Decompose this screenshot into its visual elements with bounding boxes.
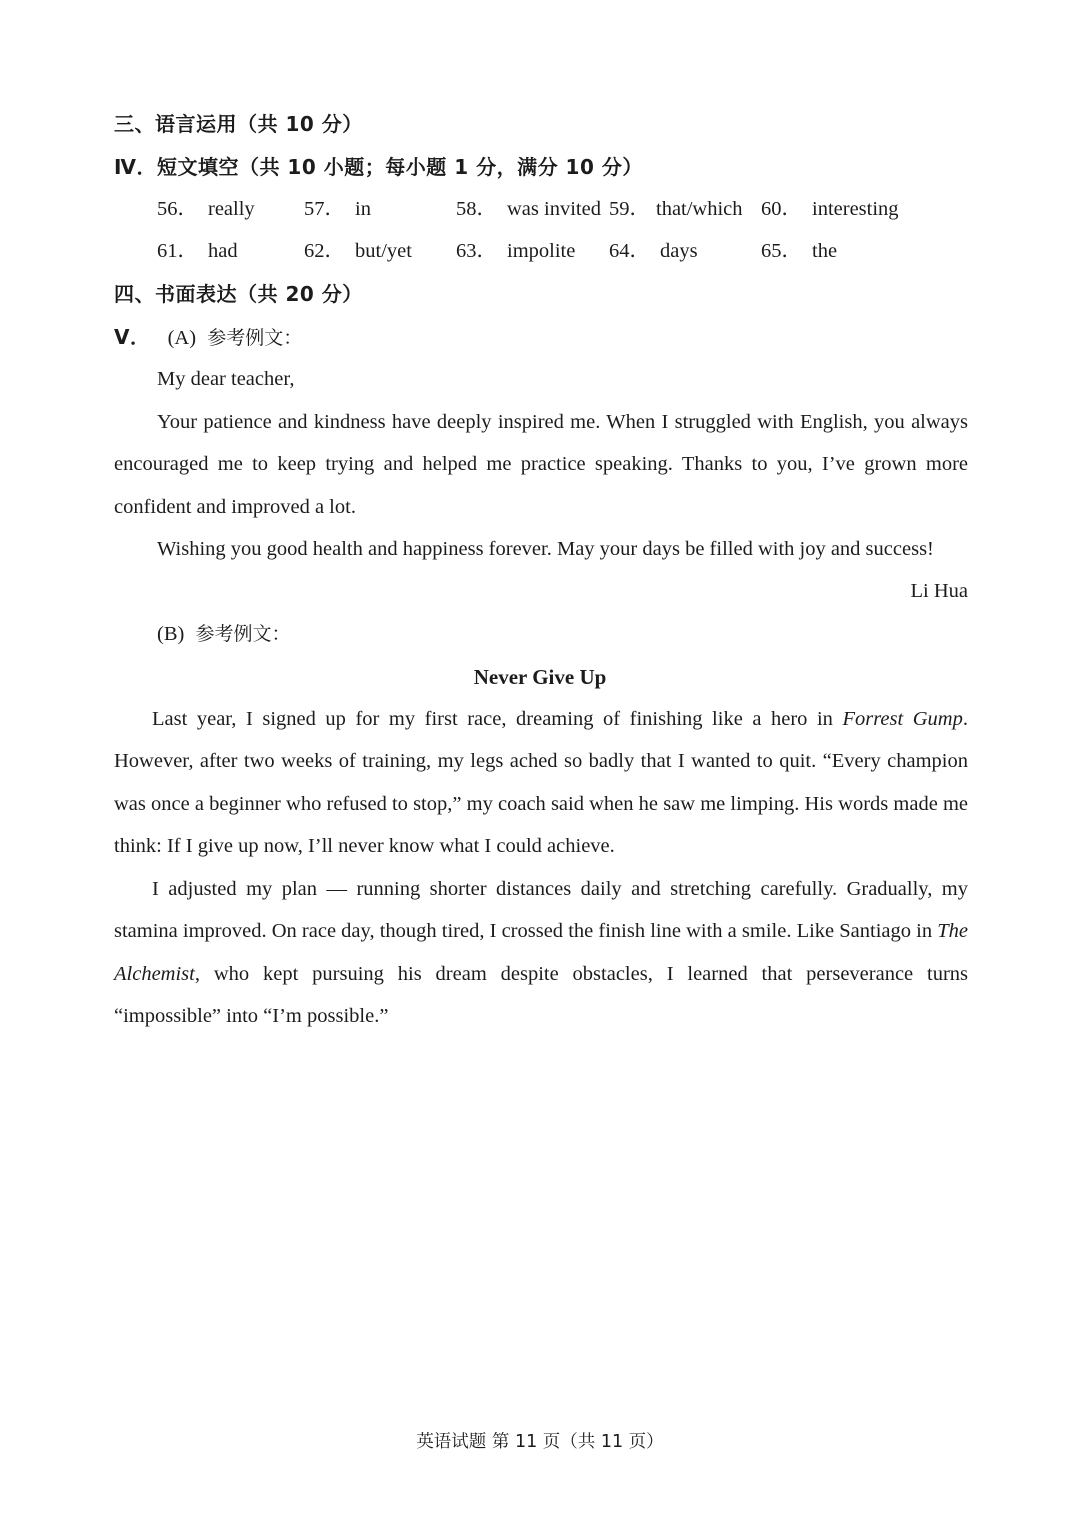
answer-number: 61． [157,240,198,262]
part-five-a-line [114,327,302,349]
sample-a-label: (A) [167,327,197,349]
answer-number: 64． [609,240,650,262]
answer-text: that/which [656,198,743,220]
answer-number: 57． [304,198,345,220]
essay-title: Never Give Up [473,665,607,689]
essay-p1-text-b: . However, after two weeks of training, my legs ached so badly that I wanted to quit. “Every champion was once a beginner who refused to stop,” my coach said when he saw me limping. His words made me think: If I give up now, I’ll never know what I could achieve. [114,708,968,858]
answer-number: 63． [456,240,497,262]
essay-p1-text-a: Last year, I signed up for my first race, dreaming of finishing like a hero in [152,708,843,730]
answer-item [157,199,255,220]
answer-item [304,241,412,262]
answer-text: but/yet [355,240,412,262]
page-footer: 英语试题 第 11 页（共 11 页） [416,1432,664,1452]
part-four-heading: Ⅳ．短文填空（共 10 小题；每小题 1 分，满分 10 分） [114,155,643,179]
answer-number: 59． [609,198,650,220]
section-four-heading: 四、书面表达（共 20 分） [114,282,363,306]
letter-greeting: My dear teacher, [157,368,295,390]
answer-item [456,241,575,262]
answer-item [609,241,698,262]
letter-body-paragraph: Your patience and kindness have deeply inspired me. When I struggled with English, you always encouraged me to keep trying and helped me practice speaking. Thanks to you, I’ve grown more confident and improved a lot. [114,411,968,518]
section-three-heading: 三、语言运用（共 10 分） [114,112,363,136]
film-title: Forrest Gump [842,708,963,730]
sample-b-line [157,624,290,645]
answer-number: 65． [761,240,802,262]
answer-text: the [812,240,838,262]
answer-text: really [208,198,255,220]
sample-b-note: 参考例文： [195,623,291,645]
answer-number: 60． [761,198,802,220]
answer-item [761,241,837,262]
answer-item [456,199,601,220]
letter-signature: Li Hua [910,580,968,602]
essay-p2-text-a: I adjusted my plan — running shorter distances daily and stretching carefully. Gradually, my stamina improved. On race day, though tired, I crossed the finish line with a smile. Like Santiago in [114,878,968,943]
answer-text: had [208,240,238,262]
part-five-numeral: Ⅴ． [114,325,151,349]
answer-number: 58． [456,198,497,220]
answer-text: in [355,198,371,220]
answer-item [609,199,743,220]
answer-item [157,241,238,262]
answer-text: was invited [507,198,601,220]
essay-paragraph-2 [114,868,968,1038]
essay-paragraph-1 [114,698,968,868]
sample-a-note: 参考例文： [207,327,303,349]
essay-p2-text-b: , who kept pursuing his dream despite obstacles, I learned that perseverance turns “impossible” into “I’m possible.” [114,962,968,1028]
letter-closing-line: Wishing you good health and happiness forever. May your days be filled with joy and success! [157,538,934,560]
answer-text: days [660,240,698,262]
answer-number: 56． [157,198,198,220]
answer-item [761,199,899,220]
answer-item [304,199,371,220]
sample-b-label: (B) [157,623,185,645]
book-title: The Alchemist [114,920,968,985]
answer-text: impolite [507,240,576,262]
answer-number: 62． [304,240,345,262]
answer-text: interesting [812,198,899,220]
